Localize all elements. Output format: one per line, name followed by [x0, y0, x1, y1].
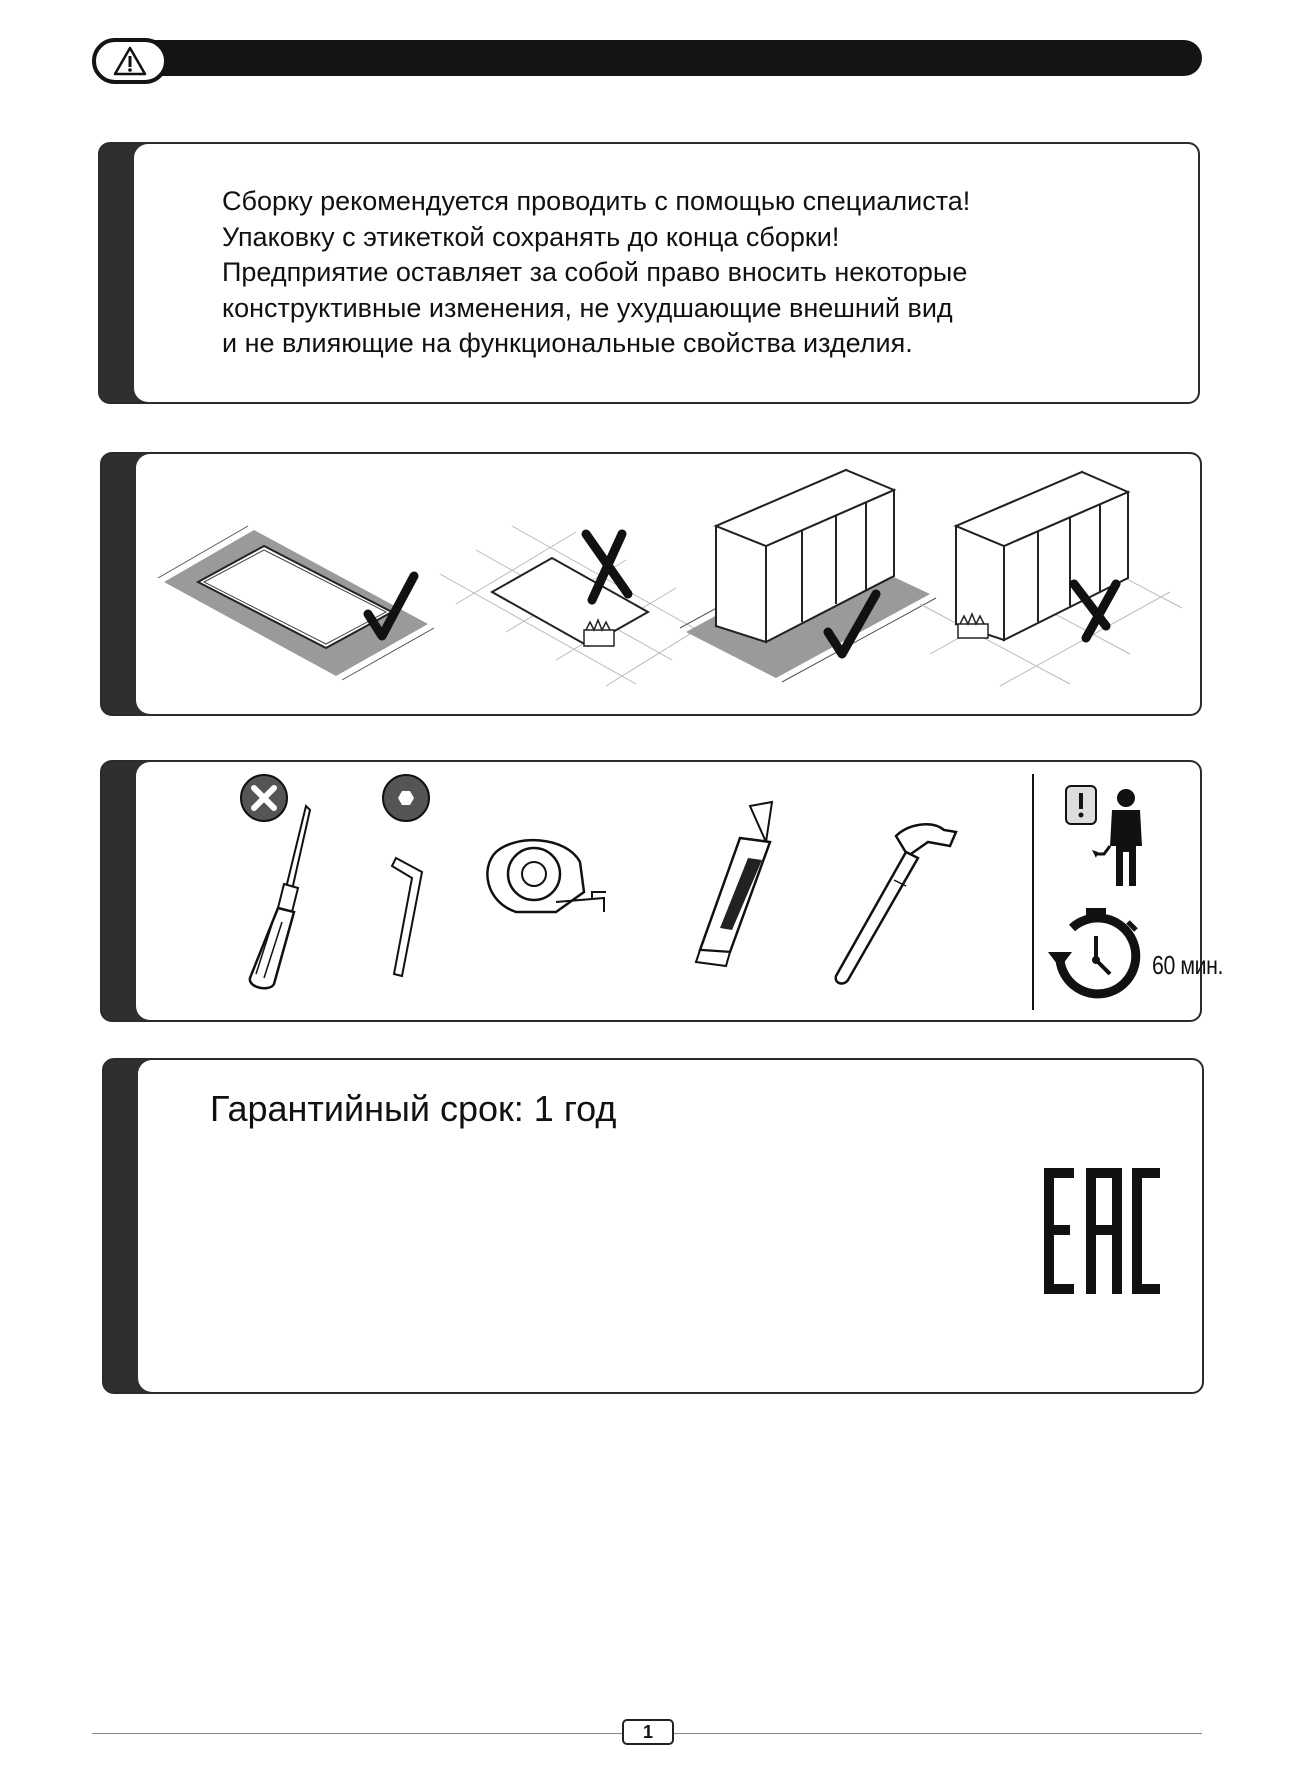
tools-divider	[1032, 774, 1034, 1010]
notice-text	[222, 184, 970, 362]
hex-head-icon	[383, 775, 429, 821]
notice-line: Упаковку с этикеткой сохранять до конца сборки!	[222, 221, 840, 252]
tools-panel	[100, 760, 1224, 1022]
notice-line: Предприятие оставляет за собой право вносить некоторые	[222, 257, 968, 287]
warning-header-bar	[92, 38, 1202, 84]
cabinet-on-rug-check-icon	[680, 470, 936, 682]
notice-line: Сборку рекомендуется проводить с помощью специалиста!	[222, 186, 971, 216]
warranty-text: Гарантийный срок: 1 год	[210, 1088, 617, 1129]
warning-triangle-icon	[96, 42, 164, 80]
assembly-surface-panel	[100, 452, 1202, 716]
phillips-screwdriver-icon	[250, 806, 310, 988]
notice-panel	[98, 142, 1200, 404]
warranty-panel-body	[138, 1060, 1202, 1392]
assembly-surface-illustrations	[136, 454, 1202, 714]
specialist-person-icon	[1062, 782, 1162, 892]
hammer-icon	[836, 824, 956, 983]
notice-line: конструктивные изменения, не ухудшающие внешний вид	[222, 292, 953, 323]
tape-measure-icon	[487, 840, 606, 912]
warning-badge	[92, 38, 168, 84]
tools-panel-body	[136, 762, 1224, 1020]
eac-mark-icon	[1042, 1166, 1162, 1296]
phillips-head-icon	[241, 775, 287, 821]
panel-on-rug-check-icon	[158, 526, 434, 680]
page-number: 1	[622, 1719, 674, 1745]
header-bar-fill	[122, 40, 1202, 76]
notice-line: и не влияющие на функциональные свойства изделия.	[222, 328, 913, 358]
utility-knife-icon	[696, 802, 772, 966]
assembly-surface-body	[136, 454, 1200, 714]
panel-on-hard-floor-cross-icon	[440, 526, 708, 686]
cabinet-on-hard-floor-cross-icon	[920, 472, 1182, 686]
notice-panel-body	[134, 144, 1198, 402]
warranty-panel	[102, 1058, 1204, 1394]
tools-illustrations	[136, 762, 1026, 1022]
hex-key-icon	[392, 858, 422, 976]
stopwatch-icon	[1046, 906, 1146, 1002]
assembly-duration: 60 мин.	[1152, 950, 1224, 980]
